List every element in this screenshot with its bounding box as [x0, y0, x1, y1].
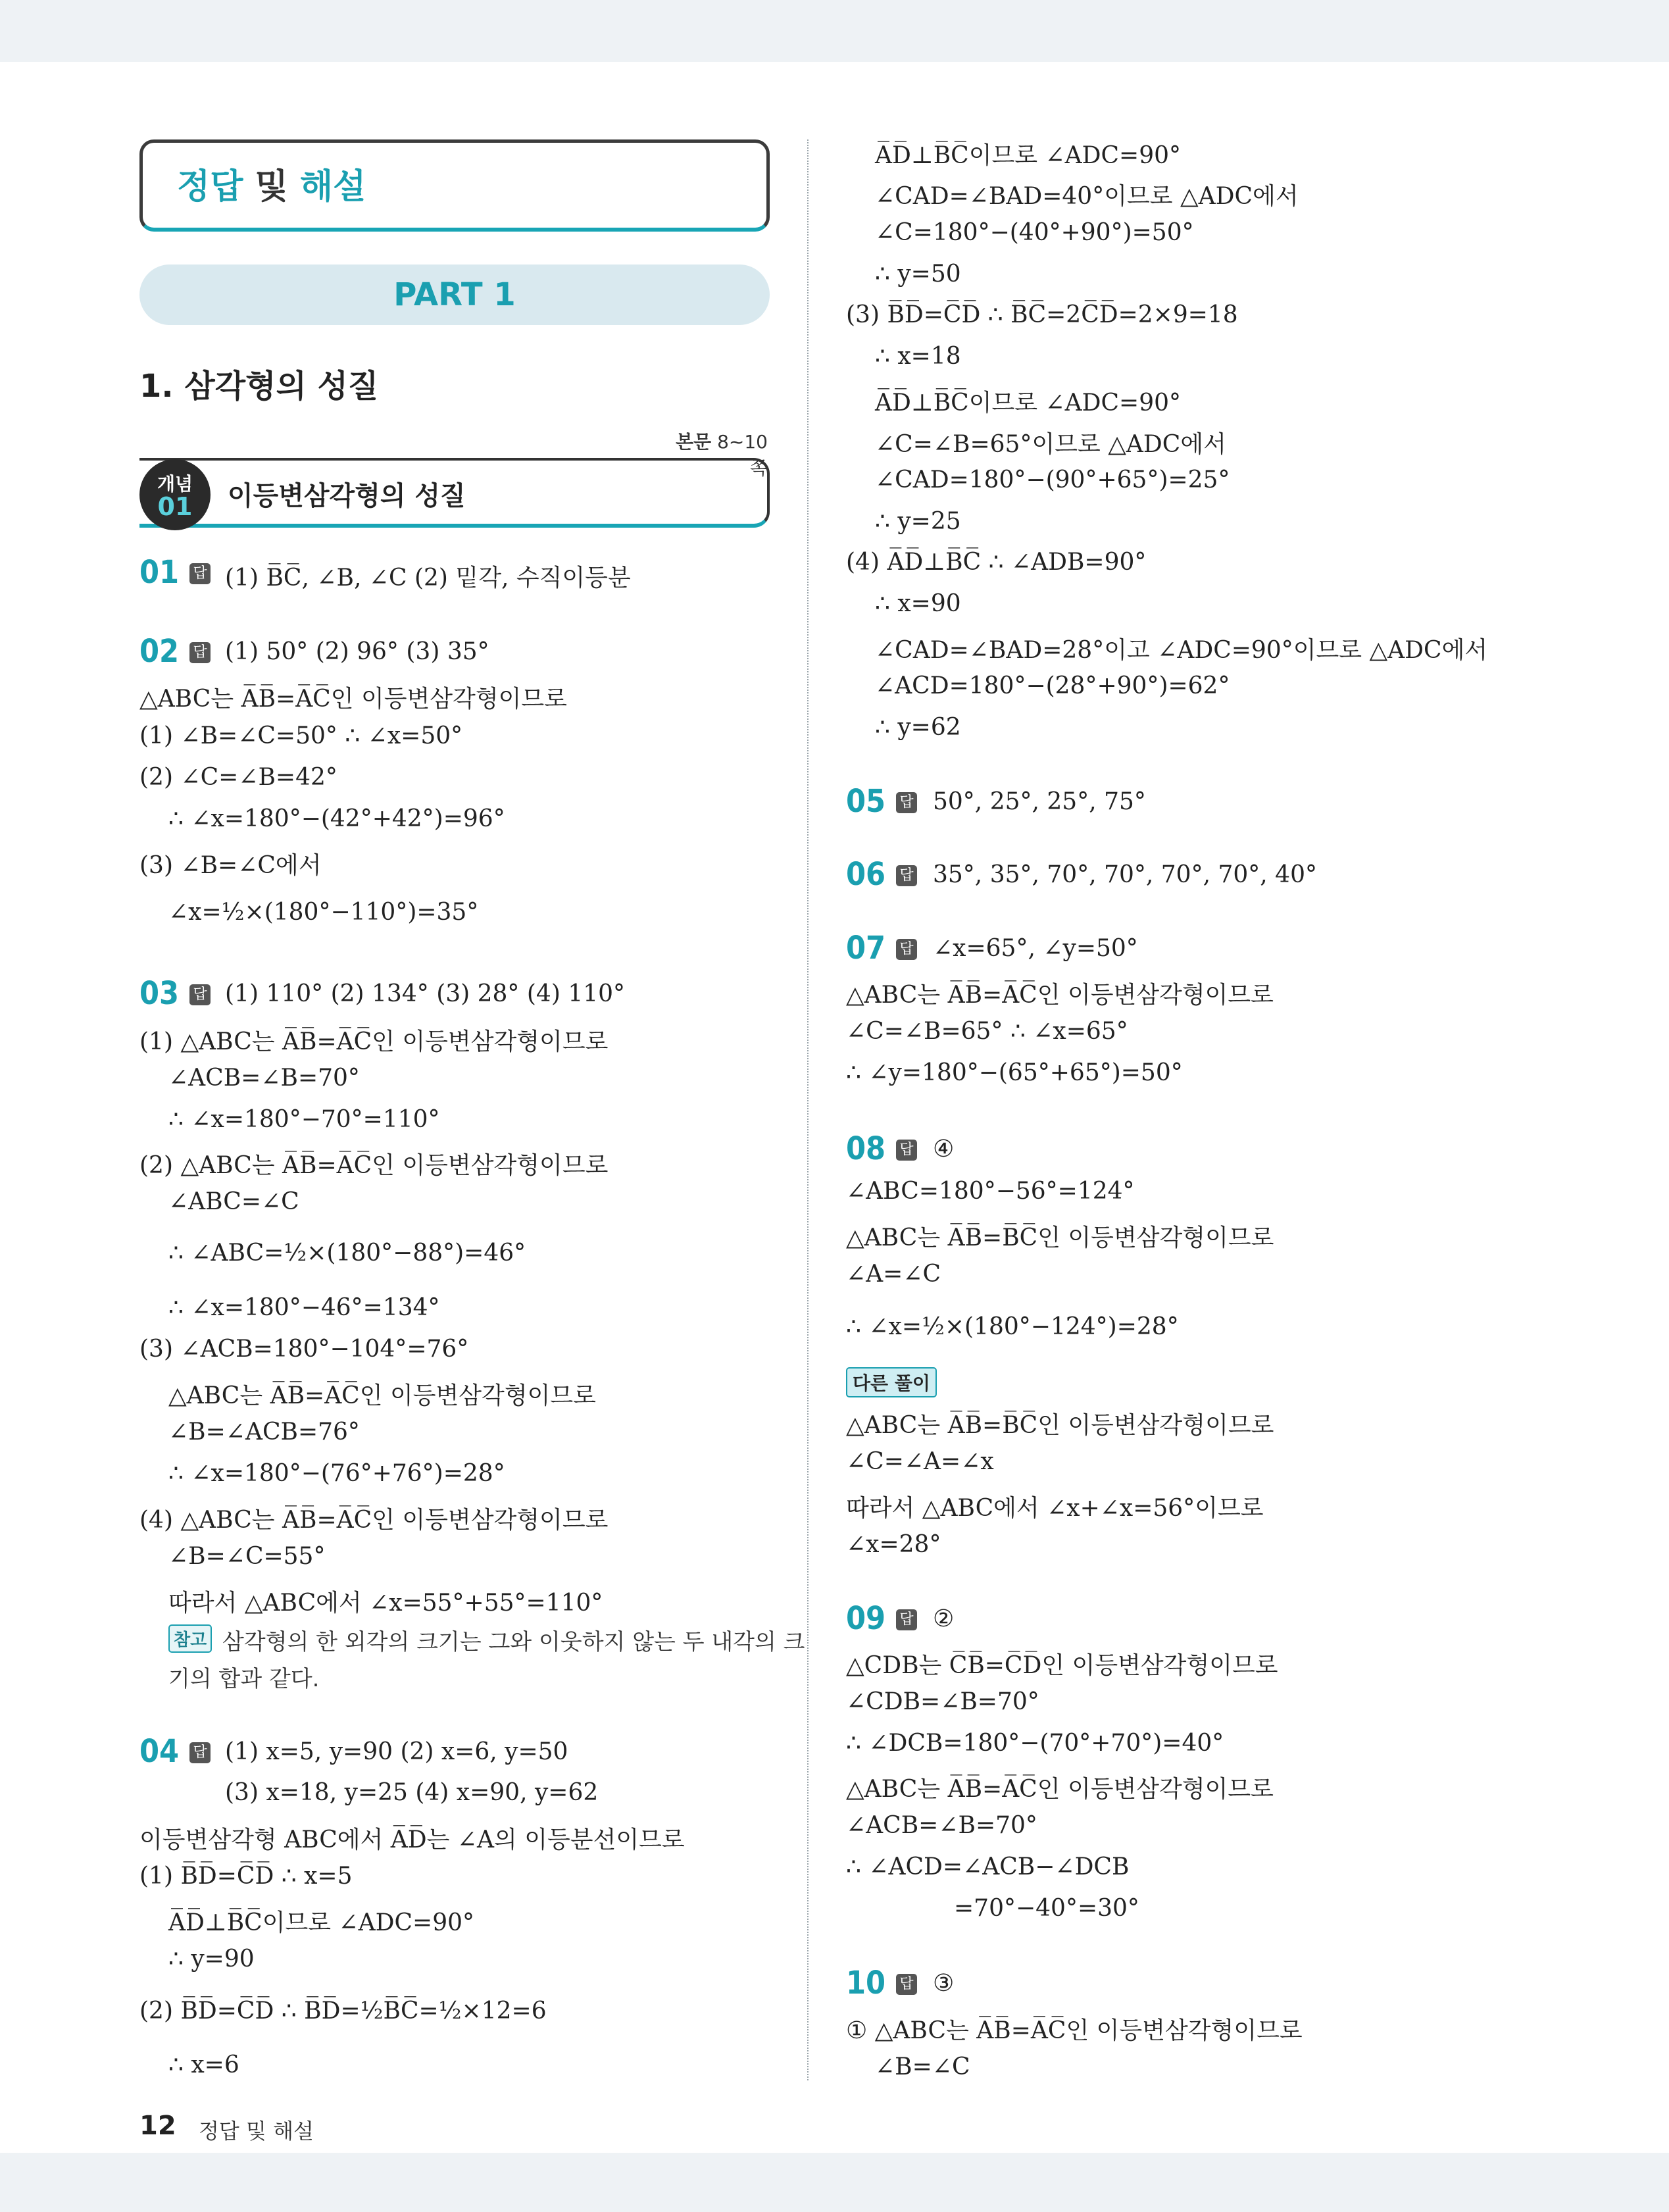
solution-line: △ABC는 A̅B̅=A̅C̅인 이등변삼각형이므로	[846, 982, 1274, 1009]
solution-line: ∴ y=62	[875, 714, 961, 741]
solution-line: ∴ x=90	[875, 590, 961, 617]
solution-line: ∠ABC=180°−56°=124°	[846, 1178, 1135, 1205]
answer-badge: 답	[896, 1140, 917, 1161]
answer-text: (1) 50° (2) 96° (3) 35°	[225, 638, 489, 665]
solution-line: ∴ ∠x=180°−(76°+76°)=28°	[168, 1460, 505, 1487]
page-reference: 본문 8~10쪽	[676, 431, 768, 479]
solution-line: ∠x=½×(180°−110°)=35°	[168, 899, 479, 926]
solution-line: ∠B=∠ACB=76°	[168, 1419, 360, 1445]
note-badge: 참고	[168, 1624, 212, 1653]
solution-line: ∠B=∠C	[875, 2053, 970, 2080]
answer-badge: 답	[189, 1742, 211, 1763]
answer-badge: 답	[896, 1974, 917, 1995]
solution-line: (1) ∠B=∠C=50° ∴ ∠x=50°	[139, 722, 463, 749]
part-label: PART 1	[139, 264, 770, 325]
page-number: 12	[139, 2111, 176, 2141]
solution-line: △ABC는 A̅B̅=B̅C̅인 이등변삼각형이므로	[846, 1412, 1274, 1439]
solution-line: (3) B̅D̅=C̅D̅ ∴ B̅C̅=2C̅D̅=2×9=18	[846, 301, 1238, 328]
solution-line: ∠CAD=∠BAD=40°이므로 △ADC에서	[875, 183, 1299, 210]
solution-line: 따라서 △ABC에서 ∠x=55°+55°=110°	[168, 1590, 603, 1617]
section-heading: 1. 삼각형의 성질	[139, 368, 379, 405]
solution-line: ∠ACB=∠B=70°	[168, 1065, 360, 1092]
solution-line: ∴ x=6	[168, 2051, 239, 2078]
page-title: 정답 및 해설	[177, 167, 366, 207]
solution-line: (2) B̅D̅=C̅D̅ ∴ B̅D̅=½B̅C̅=½×12=6	[139, 1998, 547, 2024]
solution-line: △CDB는 C̅B̅=C̅D̅인 이등변삼각형이므로	[846, 1652, 1278, 1679]
solution-line: ∠x=28°	[846, 1531, 941, 1558]
concept-title: 이등변삼각형의 성질	[228, 481, 466, 511]
answer-text: ∠x=65°, ∠y=50°	[933, 935, 1138, 962]
solution-line: (3) ∠ACB=180°−104°=76°	[139, 1336, 469, 1363]
solution-line: ① △ABC는 A̅B̅=A̅C̅인 이등변삼각형이므로	[846, 2017, 1303, 2044]
solution-line: ∠C=∠A=∠x	[846, 1448, 994, 1475]
alternative-solution-badge: 다른 풀이	[846, 1367, 937, 1397]
answer-text: 50°, 25°, 25°, 75°	[933, 788, 1146, 815]
concept-badge: 개념 01	[139, 459, 211, 530]
answer-badge: 답	[896, 865, 917, 886]
answer-badge: 답	[189, 984, 211, 1005]
answer-badge: 답	[896, 1609, 917, 1630]
solution-line: △ABC는 A̅B̅=A̅C̅인 이등변삼각형이므로	[139, 686, 567, 713]
solution-line: ∠C=∠B=65° ∴ ∠x=65°	[846, 1018, 1128, 1045]
solution-line: (1) △ABC는 A̅B̅=A̅C̅인 이등변삼각형이므로	[139, 1028, 609, 1055]
solution-line: ∴ y=25	[875, 508, 961, 535]
solution-line: ∠C=∠B=65°이므로 △ADC에서	[875, 431, 1226, 458]
answer-badge: 답	[896, 792, 917, 813]
solution-line: ∠CAD=∠BAD=28°이고 ∠ADC=90°이므로 △ADC에서	[875, 637, 1488, 664]
solution-line: (4) A̅D̅⊥B̅C̅ ∴ ∠ADB=90°	[846, 549, 1147, 576]
answer-badge: 답	[189, 563, 211, 584]
solution-line: ∴ ∠y=180°−(65°+65°)=50°	[846, 1059, 1183, 1086]
answer-title-box	[139, 139, 770, 232]
solution-line: =70°−40°=30°	[954, 1895, 1139, 1922]
question-number: 01	[139, 554, 180, 591]
footer-label: 정답 및 해설	[199, 2119, 314, 2144]
solution-line: ∠A=∠C	[846, 1261, 941, 1288]
answer-badge: 답	[189, 642, 211, 663]
answer-badge: 답	[896, 939, 917, 960]
answer-text: (1) B̅C̅, ∠B, ∠C (2) 밑각, 수직이등분	[225, 565, 631, 591]
solution-line: ∴ ∠ACD=∠ACB−∠DCB	[846, 1853, 1130, 1880]
solution-line: (2) ∠C=∠B=42°	[139, 764, 337, 791]
answer-text: ④	[933, 1136, 955, 1163]
solution-line: ∴ ∠x=½×(180°−124°)=28°	[846, 1313, 1179, 1340]
solution-line: △ABC는 A̅B̅=B̅C̅인 이등변삼각형이므로	[846, 1224, 1274, 1251]
question-number: 05	[846, 783, 886, 820]
solution-line: (3) ∠B=∠C에서	[139, 852, 322, 879]
question-number: 03	[139, 975, 180, 1012]
solution-line: 이등변삼각형 ABC에서 A̅D̅는 ∠A의 이등분선이므로	[139, 1826, 685, 1853]
solution-line: ∴ ∠x=180°−46°=134°	[168, 1294, 440, 1321]
solution-line: ∠CDB=∠B=70°	[846, 1688, 1039, 1715]
question-number: 06	[846, 856, 886, 893]
top-band	[0, 0, 1669, 62]
solution-line: A̅D̅⊥B̅C̅이므로 ∠ADC=90°	[875, 142, 1182, 169]
solution-line: (2) △ABC는 A̅B̅=A̅C̅인 이등변삼각형이므로	[139, 1152, 609, 1179]
answer-text: ②	[933, 1605, 955, 1632]
question-number: 07	[846, 930, 886, 967]
question-number: 09	[846, 1600, 886, 1637]
solution-line: ∴ y=90	[168, 1946, 255, 1973]
column-divider	[807, 139, 809, 2080]
answer-text: (1) 110° (2) 134° (3) 28° (4) 110°	[225, 980, 626, 1007]
solution-line: ∠ACB=∠B=70°	[846, 1812, 1037, 1839]
question-number: 10	[846, 1965, 886, 2001]
answer-text: 35°, 35°, 70°, 70°, 70°, 70°, 40°	[933, 861, 1317, 888]
note-text: 삼각형의 한 외각의 크기는 그와 이웃하지 않는 두 내각의 크	[222, 1629, 805, 1655]
solution-line: (1) B̅D̅=C̅D̅ ∴ x=5	[139, 1863, 353, 1890]
bottom-band	[0, 2153, 1669, 2212]
solution-line: ∴ y=50	[875, 261, 961, 288]
solution-line: ∴ ∠x=180°−(42°+42°)=96°	[168, 805, 505, 832]
solution-line: ∴ ∠ABC=½×(180°−88°)=46°	[168, 1240, 526, 1267]
solution-line: ∠ACD=180°−(28°+90°)=62°	[875, 672, 1230, 699]
question-number: 08	[846, 1130, 886, 1167]
solution-line: A̅D̅⊥B̅C̅이므로 ∠ADC=90°	[168, 1909, 475, 1936]
answer-text: (3) x=18, y=25 (4) x=90, y=62	[225, 1779, 599, 1806]
solution-line: ∠B=∠C=55°	[168, 1543, 326, 1570]
question-number: 04	[139, 1733, 180, 1770]
solution-line: (4) △ABC는 A̅B̅=A̅C̅인 이등변삼각형이므로	[139, 1507, 609, 1534]
answer-text: ③	[933, 1970, 955, 1997]
solution-line: △ABC는 A̅B̅=A̅C̅인 이등변삼각형이므로	[846, 1776, 1274, 1803]
solution-line: ∠C=180°−(40°+90°)=50°	[875, 219, 1194, 246]
solution-line: ∠ABC=∠C	[168, 1188, 299, 1215]
solution-line: ∴ x=18	[875, 343, 961, 370]
solution-line: ∴ ∠x=180°−70°=110°	[168, 1106, 440, 1133]
solution-line: ∴ ∠DCB=180°−(70°+70°)=40°	[846, 1730, 1224, 1757]
question-number: 02	[139, 633, 180, 670]
note-text: 기의 합과 같다.	[168, 1666, 320, 1692]
solution-line: ∠CAD=180°−(90°+65°)=25°	[875, 466, 1230, 493]
solution-line: △ABC는 A̅B̅=A̅C̅인 이등변삼각형이므로	[168, 1382, 596, 1409]
solution-line: 따라서 △ABC에서 ∠x+∠x=56°이므로	[846, 1495, 1264, 1522]
solution-line: A̅D̅⊥B̅C̅이므로 ∠ADC=90°	[875, 390, 1182, 416]
answer-text: (1) x=5, y=90 (2) x=6, y=50	[225, 1738, 568, 1765]
